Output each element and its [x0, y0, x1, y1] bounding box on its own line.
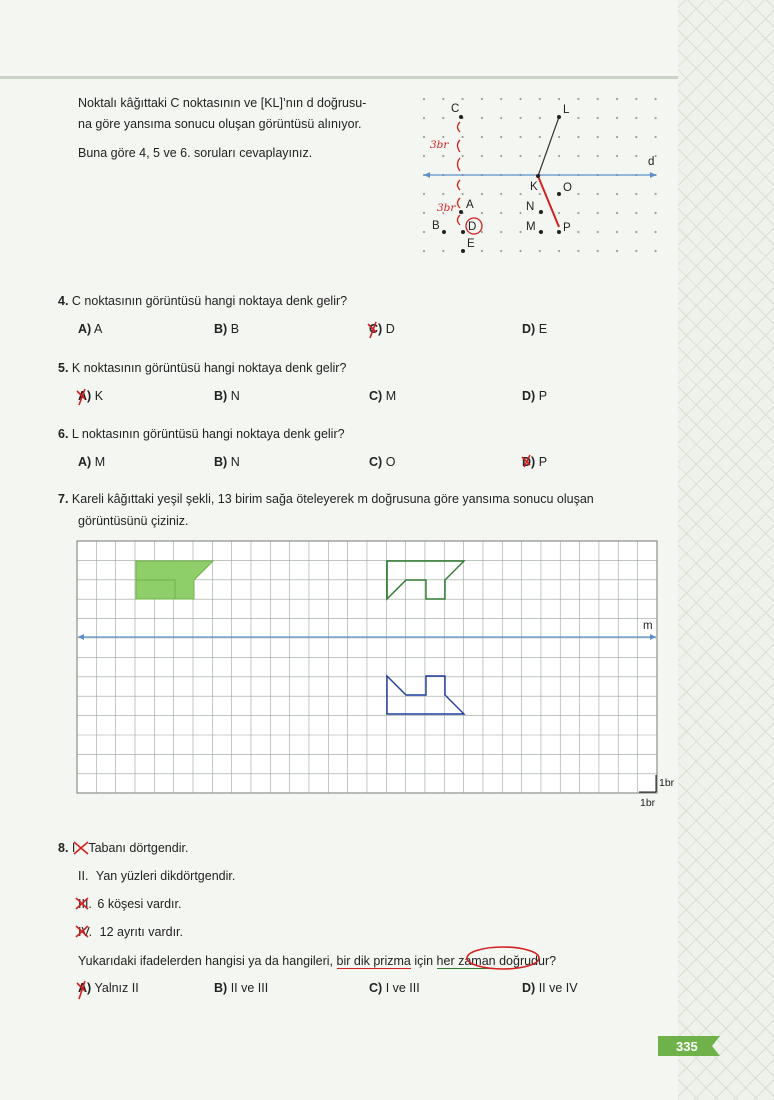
q4-option-d[interactable]: D) E	[522, 322, 548, 336]
label-d: d	[648, 156, 655, 168]
label-P: P	[563, 222, 571, 234]
q5-option-a[interactable]: A) K	[78, 389, 104, 403]
q8-option-d[interactable]: D) II ve IV	[522, 981, 578, 995]
label-A: A	[466, 199, 474, 211]
cross-item-3	[76, 898, 88, 909]
label-L: L	[563, 104, 570, 116]
label-D: D	[468, 221, 477, 233]
label-B: B	[432, 220, 440, 232]
q4-option-a[interactable]: A) A	[78, 322, 103, 336]
q4-option-c[interactable]: C) D	[369, 322, 395, 336]
circle-her-zaman	[467, 947, 539, 969]
label-K: K	[530, 181, 538, 193]
question-5-number: 5.	[58, 361, 69, 375]
intro-line-3: Buna göre 4, 5 ve 6. soruları cevaplayınız.	[78, 146, 313, 160]
question-7-line-1: 7. Kareli kâğıttaki yeşil şekli, 13 birim sağa öteleyerek m doğrusuna göre yansıma sonucu oluşan	[58, 492, 594, 506]
q8-item-3: III. 6 köşesi vardır.	[78, 897, 182, 911]
underlined-phrase: bir dik prizma	[336, 954, 411, 968]
label-C: C	[451, 103, 460, 115]
intro-line-1: Noktalı kâğıttaki C noktasının ve [KL]’nın d doğrusu-	[78, 96, 367, 110]
q4-option-b[interactable]: B) B	[214, 322, 240, 336]
q6-option-d[interactable]: D) P	[522, 455, 548, 469]
q6-option-b[interactable]: B) N	[214, 455, 240, 469]
page-number-badge	[658, 1036, 720, 1056]
question-6-text: L noktasının görüntüsü hangi noktaya denk gelir?	[71, 427, 345, 441]
q6-option-c[interactable]: C) O	[369, 455, 396, 469]
page-number: 335	[676, 1039, 698, 1054]
label-N: N	[526, 201, 535, 213]
question-4-text: C noktasının görüntüsü hangi noktaya denk gelir?	[71, 294, 348, 308]
mark-q8-a	[77, 981, 85, 999]
q8-option-b[interactable]: B) II ve III	[214, 981, 269, 995]
question-8-number: 8.	[58, 841, 69, 855]
cross-item-1	[71, 841, 88, 855]
q6-option-a[interactable]: A) M	[78, 455, 106, 469]
q8-question: Yukarıdaki ifadelerden hangisi ya da hangileri, bir dik prizma için her zaman doğrudur?	[78, 954, 557, 968]
q8-item-1-text: Tabanı dörtgendir.	[88, 841, 189, 855]
question-7-line-2: görüntüsünü çiziniz.	[78, 514, 189, 528]
unit-horizontal-label: 1br	[640, 797, 656, 809]
q8-item-4: IV. 12 ayrıtı vardır.	[78, 925, 183, 939]
q8-item-2: II. Yan yüzleri dikdörtgendir.	[78, 869, 236, 883]
label-M: M	[526, 221, 536, 233]
label-m: m	[643, 620, 653, 632]
unit-vertical-label: 1br	[659, 777, 675, 789]
q8-option-a[interactable]: A) Yalnız II	[78, 981, 139, 995]
question-6-number: 6.	[58, 427, 69, 441]
q5-option-b[interactable]: B) N	[214, 389, 240, 403]
question-4-number: 4.	[58, 294, 69, 308]
handwriting-3br-lower: 3br	[437, 202, 456, 214]
label-E: E	[467, 238, 475, 250]
q8-item-1-num: I.	[71, 841, 79, 855]
q5-option-d[interactable]: D) P	[522, 389, 548, 403]
q5-option-c[interactable]: C) M	[369, 389, 397, 403]
intro-line-2: na göre yansıma sonucu oluşan görüntüsü alınıyor.	[78, 117, 362, 131]
question-7-number: 7.	[58, 492, 69, 506]
q8-option-c[interactable]: C) I ve III	[369, 981, 420, 995]
label-O: O	[563, 182, 572, 194]
cross-item-4	[76, 926, 88, 937]
circled-phrase: her zaman	[436, 954, 496, 968]
handwriting-3br-upper: 3br	[430, 139, 449, 151]
question-5-text: K noktasının görüntüsü hangi noktaya denk gelir?	[71, 361, 347, 375]
